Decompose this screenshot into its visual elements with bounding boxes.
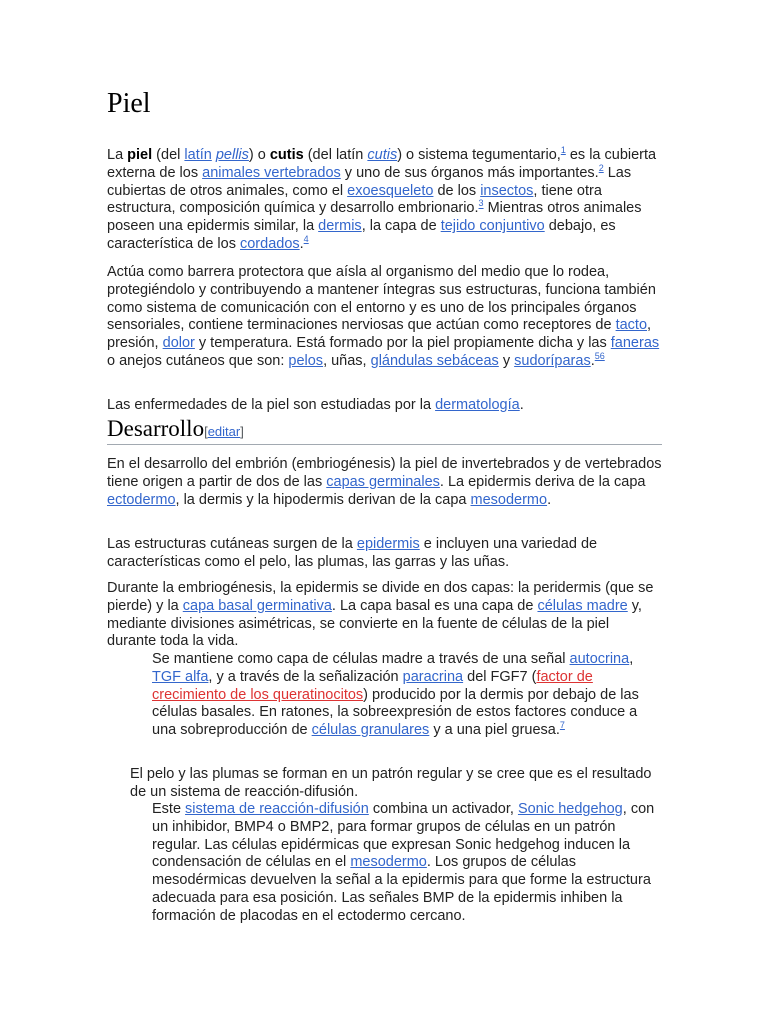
text: . La epidermis deriva de la capa <box>439 473 646 490</box>
section-title: Desarrollo <box>107 416 205 441</box>
link-dermis[interactable]: dermis <box>318 218 362 235</box>
edit-bracket-close: ] <box>240 424 244 439</box>
text: , y a través de la señalización <box>208 668 403 685</box>
link-tgf-alfa[interactable]: TGF alfa <box>152 668 209 685</box>
text: (del <box>152 147 185 163</box>
link-tacto[interactable]: tacto <box>615 317 648 334</box>
link-glandulas-sebaceas[interactable]: glándulas sebáceas <box>370 352 499 369</box>
ref-56 <box>595 351 605 361</box>
link-celulas-granulares[interactable]: células granulares <box>311 722 430 739</box>
link-animales-vertebrados[interactable]: animales vertebrados <box>202 164 341 181</box>
text: Las cubiertas de otros animales, como el <box>107 164 632 199</box>
text: e incluyen una variedad de características como el pelo, las plumas, las garras y las uñas. <box>107 536 598 570</box>
link-ectodermo[interactable]: ectodermo <box>107 491 176 508</box>
link-sudoriparas[interactable]: sudoríparas <box>514 352 591 369</box>
dev-indented-2 <box>130 766 662 802</box>
link-dolor[interactable]: dolor <box>162 335 195 352</box>
term-cutis: cutis <box>269 147 304 163</box>
dev-paragraph-1 <box>107 456 662 509</box>
dev-indented-1 <box>152 651 662 740</box>
text: . <box>590 352 595 369</box>
text: En el desarrollo del embrión (embriogénesis) la piel de invertebrados y de vertebrados tiene origen a partir de dos de las <box>107 456 662 490</box>
intro-paragraph-1 <box>107 147 662 254</box>
ref-link-3[interactable]: 3 <box>478 198 484 209</box>
text: ) producido por la dermis por debajo de las células basales. En ratones, la sobreexpresión de estos factores conduce a una sobreproducción de <box>152 686 639 739</box>
text: , la dermis y la hipodermis derivan de la capa <box>175 491 471 508</box>
ref-link-1[interactable]: 1 <box>560 145 566 156</box>
text: Las estructuras cutáneas surgen de la <box>107 536 357 552</box>
link-tejido-conjuntivo[interactable]: tejido conjuntivo <box>440 218 545 235</box>
text: La <box>107 147 128 163</box>
text: y a una piel gruesa. <box>429 722 560 739</box>
link-cutis[interactable]: cutis <box>367 147 398 163</box>
link-exoesqueleto[interactable]: exoesqueleto <box>347 182 434 199</box>
text: ) o sistema tegumentario, <box>397 147 561 163</box>
dev-indented-3 <box>152 801 662 926</box>
text: combina un activador, <box>368 801 518 817</box>
text: , uñas, <box>323 352 371 369</box>
ref-7 <box>560 720 565 730</box>
link-sonic-hedgehog[interactable]: Sonic hedgehog <box>517 801 623 817</box>
link-paracrina[interactable]: paracrina <box>402 668 464 685</box>
link-autocrina[interactable]: autocrina <box>569 651 630 667</box>
text: . Los grupos de células mesodérmicas devuelven la señal a la epidermis para que forme la estructura adecuada para esa posición. Las señales BMP de la epidermis inhiben la formación de placodas en el ectodermo cercano. <box>152 854 651 924</box>
text: es la cubierta externa de los <box>107 147 657 181</box>
text: del FGF7 ( <box>463 668 537 685</box>
text: (del latín <box>303 147 368 163</box>
ref-link-2[interactable]: 2 <box>598 162 604 173</box>
ref-link-4[interactable]: 4 <box>303 234 309 245</box>
text: , con un inhibidor, BMP4 o BMP2, para formar grupos de células en un patrón regular. Las células epidérmicas que expresan Sonic hedgehog inducen la condensación de células en el <box>152 801 655 871</box>
link-insectos[interactable]: insectos <box>480 182 534 199</box>
link-mesodermo[interactable]: mesodermo <box>470 491 548 508</box>
text: . <box>547 491 552 508</box>
text: de los <box>433 182 481 199</box>
text: Mientras otros animales poseen una epidermis similar, la <box>107 200 642 235</box>
text: y uno de sus órganos más importantes. <box>340 164 599 181</box>
link-celulas-madre[interactable]: células madre <box>537 597 628 614</box>
text: , tiene otra estructura, composición química y desarrollo embrionario. <box>107 182 602 217</box>
text: y temperatura. Está formado por la piel propiamente dicha y las <box>194 335 611 352</box>
dev-paragraph-3 <box>107 580 662 651</box>
edit-section <box>204 424 244 439</box>
link-capas-germinales[interactable]: capas germinales <box>326 473 440 490</box>
link-pelos[interactable]: pelos <box>288 352 324 369</box>
text: o anejos cutáneos que son: <box>107 352 289 369</box>
dev-paragraph-2 <box>107 536 662 572</box>
link-capa-basal-germinativa[interactable]: capa basal germinativa <box>182 597 332 614</box>
term-piel: piel <box>127 147 153 163</box>
text: , <box>629 651 634 667</box>
link-cordados[interactable]: cordados <box>239 235 300 252</box>
text: y <box>498 352 515 369</box>
text: Se mantiene como capa de células madre a través de una señal <box>152 651 570 667</box>
edit-bracket-open: [ <box>204 424 208 439</box>
text: Las enfermedades de la piel son estudiadas por la <box>107 397 436 413</box>
intro-paragraph-2 <box>107 264 662 371</box>
text: . <box>519 397 524 413</box>
ref-link-56[interactable]: 56 <box>594 351 605 362</box>
text: debajo, es característica de los <box>107 218 616 252</box>
text: Durante la embriogénesis, la epidermis se divide en dos capas: la peridermis (que se pierde) y la <box>107 580 654 614</box>
page-title: Piel <box>107 88 151 119</box>
link-mesodermo-2[interactable]: mesodermo <box>350 854 427 871</box>
text: El pelo y las plumas se forman en un patrón regular y se cree que es el resultado de un sistema de reacción-difusión. <box>130 766 652 800</box>
text: Este <box>152 801 186 817</box>
link-dermatologia[interactable]: dermatología <box>435 397 520 413</box>
intro-paragraph-3 <box>107 397 662 415</box>
text: ) o <box>248 147 270 163</box>
text: . La capa basal es una capa de <box>331 597 538 614</box>
text: , presión, <box>107 317 652 352</box>
text: , la capa de <box>361 218 441 235</box>
link-pellis[interactable]: pellis <box>215 147 249 163</box>
link-epidermis[interactable]: epidermis <box>356 536 420 552</box>
ref-4 <box>304 234 309 244</box>
link-latin[interactable]: latín <box>184 147 212 163</box>
ref-link-7[interactable]: 7 <box>559 720 565 731</box>
edit-link[interactable]: editar <box>207 424 241 439</box>
text: Actúa como barrera protectora que aísla al organismo del medio que lo rodea, protegiéndolo y contribuyendo a mantener íntegras sus estructuras, funciona también como sistema de comunicación con el entorno y es uno de los principales órganos sensoriales, contiene terminaciones nerviosas que actúan como receptores de <box>107 264 656 334</box>
text: . <box>299 235 304 252</box>
text: y, mediante divisiones asimétricas, se convierte en la fuente de células de la piel durante toda la vida. <box>107 597 642 650</box>
link-sistema-reaccion-difusion[interactable]: sistema de reacción-difusión <box>185 801 369 817</box>
redlink-factor-crecimiento[interactable]: factor de crecimiento de los queratinocitos <box>152 668 593 703</box>
link-faneras[interactable]: faneras <box>610 335 660 352</box>
section-heading-desarrollo <box>107 416 662 445</box>
